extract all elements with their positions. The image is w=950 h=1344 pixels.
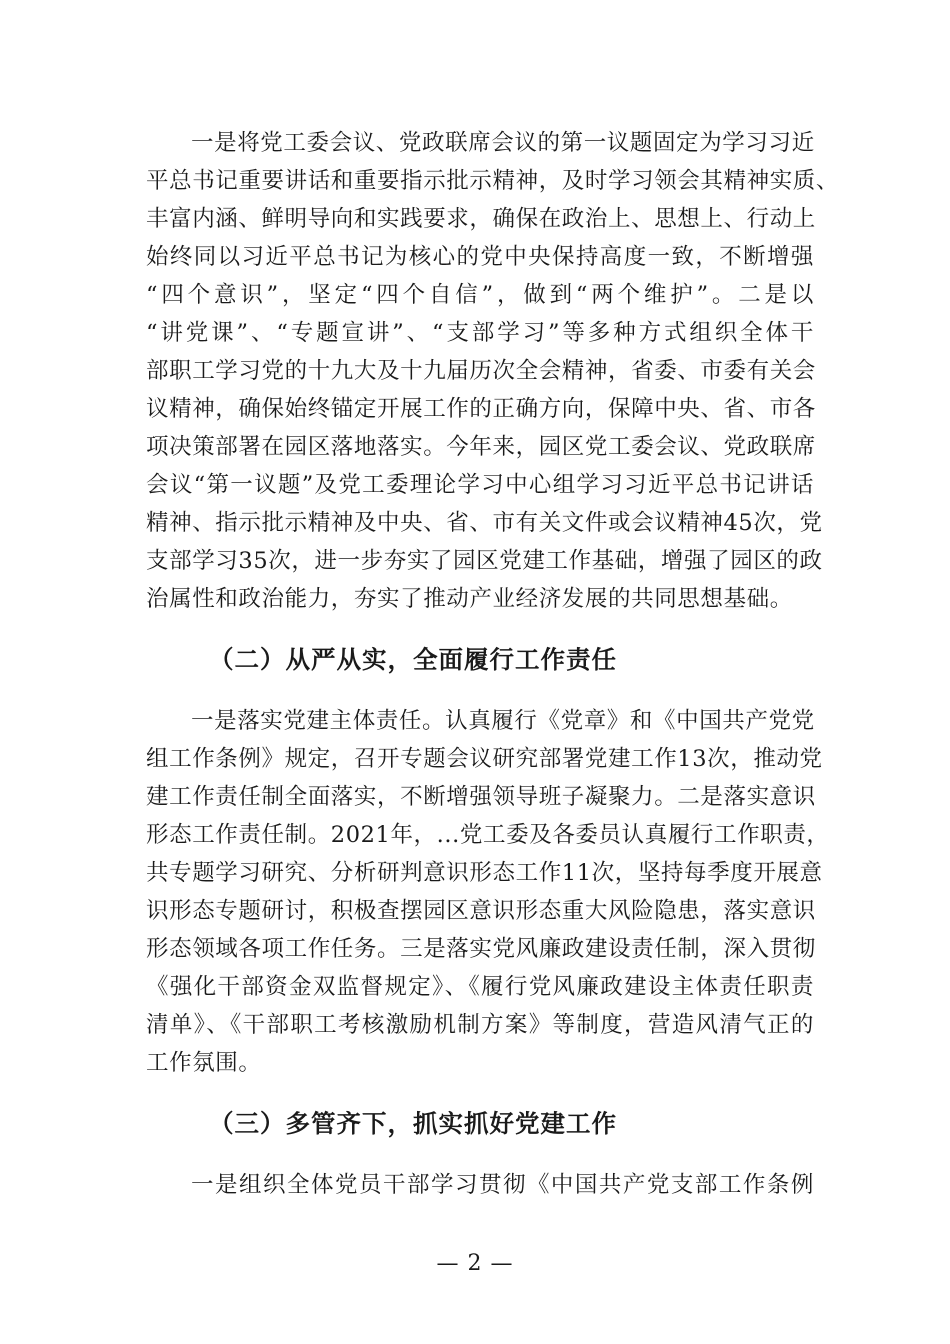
paragraph-line: 始终同以习近平总书记为核心的党中央保持高度一致，不断增强 — [146, 244, 814, 270]
paragraph-line: 精神、指示批示精神及中央、省、市有关文件或会议精神45次，党 — [146, 510, 823, 536]
paragraph-line: 工作氛围。 — [146, 1050, 262, 1076]
paragraph-line: 组工作条例》规定，召开专题会议研究部署党建工作13次，推动党 — [146, 746, 823, 772]
paragraph-line: 一是落实党建主体责任。认真履行《党章》和《中国共产党党 — [191, 708, 815, 734]
paragraph-line: 项决策部署在园区落地落实。今年来，园区党工委会议、党政联席 — [146, 434, 816, 460]
paragraph-line: 形态领域各项工作任务。三是落实党风廉政建设责任制，深入贯彻 — [146, 936, 816, 962]
paragraph-line: 建工作责任制全面落实，不断增强领导班子凝聚力。二是落实意识 — [146, 784, 816, 810]
paragraph-line: 清单》、《干部职工考核激励机制方案》等制度，营造风清气正的 — [146, 1012, 814, 1038]
paragraph-line: 支部学习35次，进一步夯实了园区党建工作基础，增强了园区的政 — [146, 548, 823, 574]
paragraph-line: 部职工学习党的十九大及十九届历次全会精神，省委、市委有关会 — [146, 358, 816, 384]
paragraph-line: 识形态专题研讨，积极查摆园区意识形态重大风险隐患，落实意识 — [146, 898, 816, 924]
paragraph-line: 议精神，确保始终锚定开展工作的正确方向，保障中央、省、市各 — [146, 396, 816, 422]
section-heading: （二）从严从实，全面履行工作责任 — [209, 645, 617, 674]
page-number: — 2 — — [436, 1251, 514, 1276]
paragraph-line: 共专题学习研究、分析研判意识形态工作11次，坚持每季度开展意 — [146, 860, 823, 886]
paragraph-line: “四个意识”，坚定“四个自信”，做到“两个维护”。二是以 — [146, 282, 814, 308]
paragraph-line: 会议“第一议题”及党工委理论学习中心组学习习近平总书记讲话 — [146, 472, 814, 498]
paragraph-line: 一是组织全体党员干部学习贯彻《中国共产党支部工作条例 — [191, 1172, 814, 1198]
paragraph-line: 《强化干部资金双监督规定》、《履行党风廉政建设主体责任职责 — [146, 974, 814, 1000]
paragraph-line: 丰富内涵、鲜明导向和实践要求，确保在政治上、思想上、行动上 — [146, 206, 816, 232]
section-heading: （三）多管齐下，抓实抓好党建工作 — [209, 1109, 617, 1138]
paragraph-line: 平总书记重要讲话和重要指示批示精神，及时学习领会其精神实质、 — [146, 168, 840, 194]
paragraph-line: 治属性和政治能力，夯实了推动产业经济发展的共同思想基础。 — [146, 586, 793, 612]
paragraph-line: 形态工作责任制。2021年，...党工委及各委员认真履行工作职责， — [146, 822, 830, 848]
paragraph-line: “讲党课”、“专题宣讲”、“支部学习”等多种方式组织全体干 — [146, 320, 814, 346]
paragraph-line: 一是将党工委会议、党政联席会议的第一议题固定为学习习近 — [191, 130, 815, 156]
